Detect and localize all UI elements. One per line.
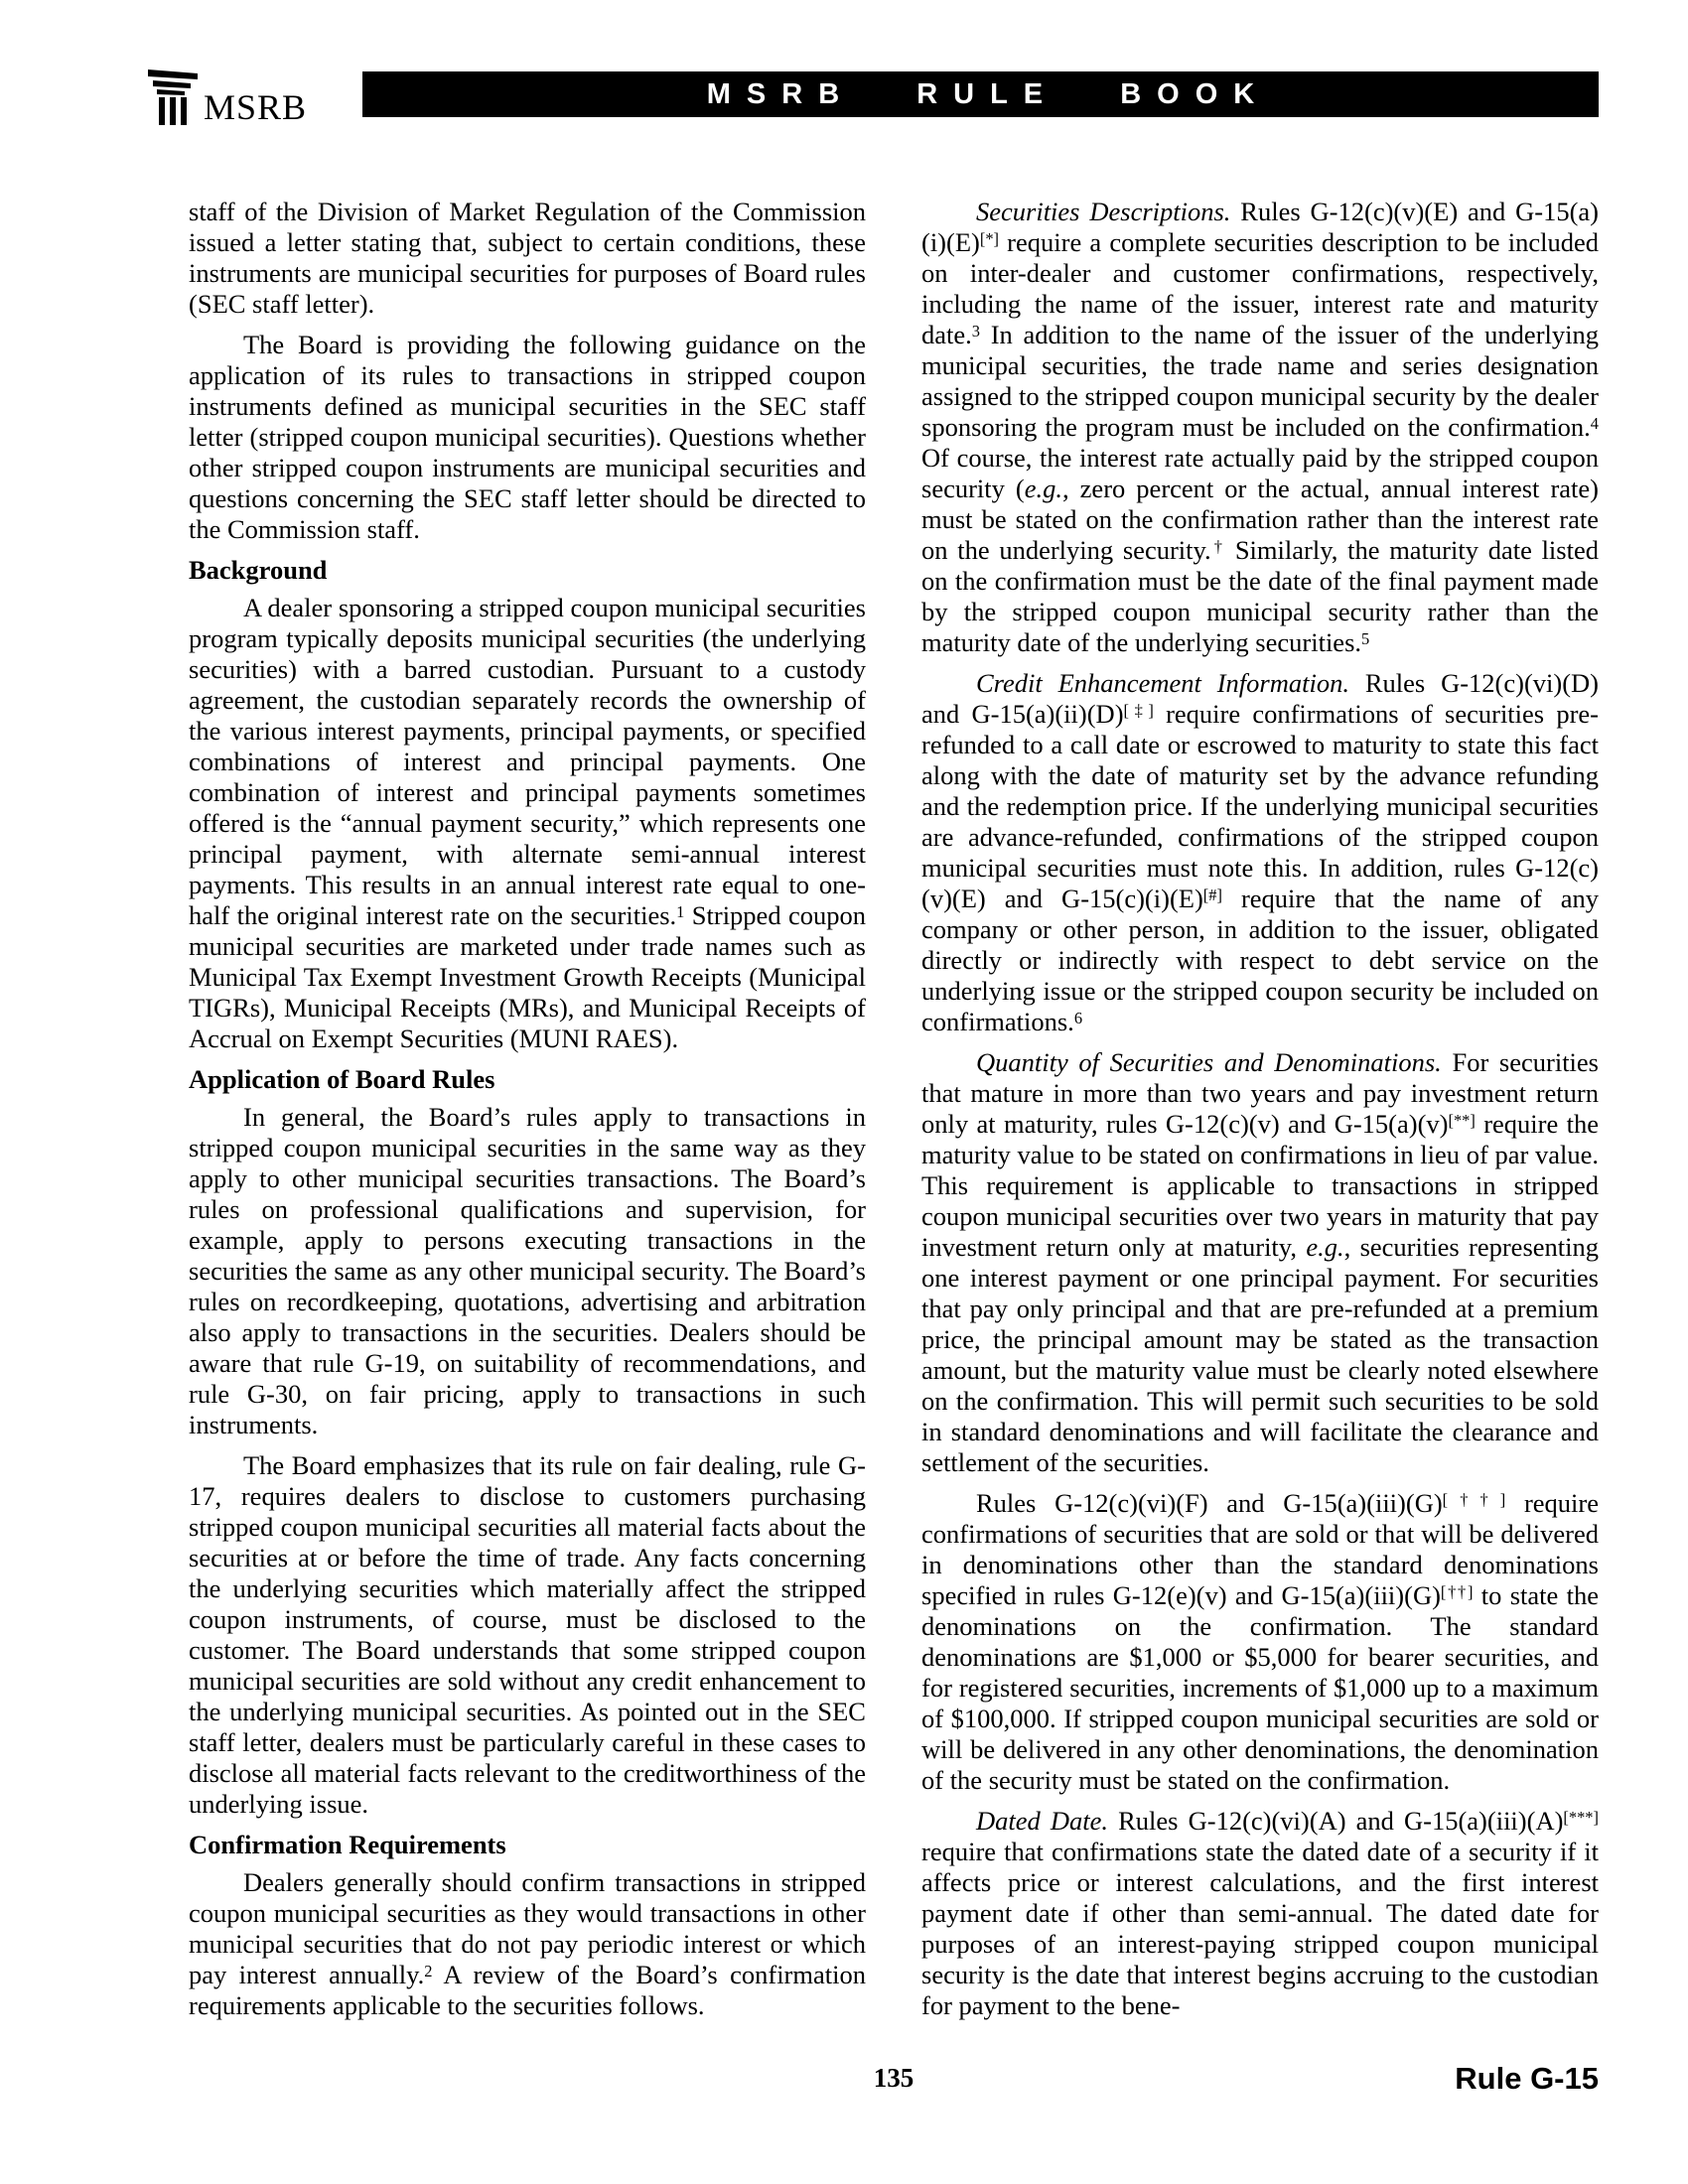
text-run: Dated Date. bbox=[976, 1806, 1109, 1836]
text-run: staff of the Division of Market Regulation of the Commission issued a letter stating that, subject to certain conditions, these instruments are municipal securities for purposes of Board rules (SEC staff letter). bbox=[189, 197, 866, 319]
footnote-reference: † bbox=[1210, 536, 1226, 556]
page-footer bbox=[189, 2063, 1599, 2103]
text-run: e.g. bbox=[1306, 1232, 1344, 1262]
page-number: 135 bbox=[873, 2063, 914, 2093]
paragraph bbox=[921, 1047, 1599, 1478]
paragraph bbox=[189, 1867, 866, 2021]
footnote-reference: [††] bbox=[1440, 1581, 1474, 1601]
text-run: e.g. bbox=[1024, 474, 1063, 503]
text-run: Credit Enhancement Information. bbox=[976, 668, 1349, 698]
text-run: require that confirmations state the dated date of a security if it affects price or interest calculations, and the first interest payment date if other than semi-annual. The dated date for purposes of an interest-paying stripped coupon municipal security is the date that interest begins accruing to the custodian for payment to the bene- bbox=[921, 1837, 1599, 2020]
text-run: require the maturity value to be stated on confirmations in lieu of par value. This requirement is applicable to transactions in stripped coupon municipal securities over two years in maturity that pay investment return only at maturity, bbox=[921, 1109, 1599, 1262]
footnote-reference: 6 bbox=[1073, 1008, 1083, 1027]
text-run: Stripped coupon municipal securities are marketed under trade names such as Municipal Tax Exempt Investment Growth Receipts (Municipal TIGRs), Municipal Receipts (MRs), and Municipal Receipts of Accrual on Exempt Securities (MUNI RAES). bbox=[189, 900, 866, 1053]
paragraph bbox=[921, 1806, 1599, 2021]
left-column bbox=[189, 197, 866, 2031]
paragraph bbox=[189, 1102, 866, 1440]
text-run: A review of the Board’s confirmation requirements applicable to the securities follows. bbox=[189, 1960, 866, 2020]
section-heading: Application of Board Rules bbox=[189, 1064, 495, 1094]
text-run: require confirmations of securities pre-refunded to a call date or escrowed to maturity to state this fact along with the date of maturity set by the advance refunding and the redemption price. If the underlying municipal securities are advance-refunded, confirmations of the stripped coupon municipal securities must note this. In addition, rules G-12(c)(v)(E) and G-15(c)(i)(E) bbox=[921, 699, 1599, 913]
footnote-reference: [*] bbox=[979, 228, 1000, 248]
msrb-columns-icon bbox=[144, 68, 202, 125]
footnote-reference: 4 bbox=[1590, 413, 1599, 433]
footnote-reference: [‡] bbox=[1123, 700, 1154, 720]
paragraph bbox=[921, 197, 1599, 658]
text-run: In general, the Board’s rules apply to transactions in stripped coupon municipal securities in the same way as they apply to other municipal securities transactions. The Board’s rules on professional qualifications and supervision, for example, apply to persons executing transactions in the securities the same as any other municipal security. The Board’s rules on recordkeeping, quotations, advertising and arbitration also apply to transactions in the securities. Dealers should be aware that rule G-19, on suitability of recommendations, and rule G-30, on fair pricing, apply to transactions in such instruments. bbox=[189, 1102, 866, 1439]
text-run: Similarly, the maturity date listed on the confirmation must be the date of the final payment made by the stripped coupon municipal security rather than the maturity date of the underlying securities. bbox=[921, 535, 1599, 657]
two-column-body bbox=[189, 197, 1599, 2031]
text-run: Rules G-12(c)(vi)(A) and G-15(a)(iii)(A) bbox=[1108, 1806, 1564, 1836]
right-column bbox=[921, 197, 1599, 2031]
text-run: The Board emphasizes that its rule on fair dealing, rule G-17, requires dealers to disclose to customers purchasing stripped coupon municipal securities all material facts about the securities at or before the time of trade. Any facts concerning the underlying securities which materially affect the stripped coupon instruments, of course, must be disclosed to the customer. The Board understands that some stripped coupon municipal securities are sold without any credit enhancement to the underlying municipal securities. As pointed out in the SEC staff letter, dealers must be particularly careful in these cases to disclose all material facts relevant to the creditworthiness of the underlying issue. bbox=[189, 1450, 866, 1819]
footnote-reference: [***] bbox=[1563, 1807, 1599, 1827]
text-run: Of course, the interest rate actually paid by the stripped coupon security ( bbox=[921, 443, 1599, 503]
banner-title: MSRB RULE BOOK bbox=[706, 77, 1271, 110]
logo-wordmark: MSRB bbox=[204, 87, 308, 127]
paragraph bbox=[189, 593, 866, 1054]
msrb-logo bbox=[144, 68, 307, 125]
text-run: Quantity of Securities and Denominations. bbox=[976, 1047, 1442, 1077]
paragraph bbox=[921, 1488, 1599, 1796]
header-banner bbox=[362, 71, 1599, 117]
section-heading: Background bbox=[189, 555, 328, 585]
text-run: Rules G-12(c)(v)(E) and G-15(a)(i)(E) bbox=[921, 197, 1600, 257]
text-run: Rules G-12(c)(vi)(D) and G-15(a)(ii)(D) bbox=[921, 668, 1599, 729]
text-run: require a complete securities description to be included on inter-dealer and customer confirmations, respectively, including the name of the issuer, interest rate and maturity date. bbox=[921, 227, 1599, 349]
footnote-reference: [**] bbox=[1448, 1110, 1476, 1130]
paragraph bbox=[189, 330, 866, 545]
footnote-reference: 2 bbox=[424, 1961, 433, 1980]
text-run: to state the denominations on the confirmation. The standard denominations are $1,000 or $5,000 for bearer securities, and for registered securities, increments of $1,000 up to a maximum of $100,000. If stripped coupon municipal securities are sold or will be delivered in any other denominations, the denomination of the security must be stated on the confirmation. bbox=[921, 1580, 1599, 1795]
footnote-reference: 1 bbox=[676, 901, 685, 921]
text-run: Rules G-12(c)(vi)(F) and G-15(a)(iii)(G) bbox=[976, 1488, 1443, 1518]
paragraph bbox=[189, 1450, 866, 1820]
footnote-reference: 3 bbox=[971, 321, 980, 341]
paragraph bbox=[189, 197, 866, 320]
footnote-reference: 5 bbox=[1361, 628, 1370, 648]
text-run: A dealer sponsoring a stripped coupon municipal securities program typically deposits municipal securities (the underlying securities) with a barred custodian. Pursuant to a custody agreement, the custodian separately records the ownership of the various interest payments, principal payments, or specified combinations of interest and principal payments. One combination of interest and principal payments sometimes offered is the “annual payment security,” which represents one principal payment, with alternate semi-annual interest payments. This results in an annual interest rate equal to one-half the original interest rate on the securities. bbox=[189, 593, 866, 930]
paragraph bbox=[921, 668, 1599, 1037]
text-run: Securities Descriptions. bbox=[976, 197, 1231, 226]
footnote-reference: [††] bbox=[1442, 1489, 1506, 1509]
section-heading: Confirmation Requirements bbox=[189, 1830, 506, 1859]
text-run: require that the name of any company or other person, in addition to the issuer, obligated directly or indirectly with respect to debt service on the underlying issue or the stripped coupon security be included on confirmations. bbox=[921, 884, 1599, 1036]
text-run: For securities that mature in more than two years and pay investment return only at maturity, rules G-12(c)(v) and G-15(a)(v) bbox=[921, 1047, 1599, 1139]
text-run: , zero percent or the actual, annual interest rate) must be stated on the confirmation rather than the interest rate on the underlying security. bbox=[921, 474, 1599, 565]
text-run: Dealers generally should confirm transactions in stripped coupon municipal securities as they would transactions in other municipal securities that do not pay periodic interest or which pay interest annually. bbox=[189, 1867, 866, 1989]
text-run: , securities representing one interest payment or one principal payment. For securities that pay only principal and that are pre-refunded at a premium price, the principal amount may be stated as the transaction amount, but the maturity value must be clearly noted elsewhere on the confirmation. This will permit such securities to be sold in standard denominations and will facilitate the clearance and settlement of the securities. bbox=[921, 1232, 1599, 1477]
text-run: require confirmations of securities that are sold or that will be delivered in denominations other than the standard denominations specified in rules G-12(e)(v) and G-15(a)(iii)(G) bbox=[921, 1488, 1599, 1610]
rule-label: Rule G-15 bbox=[1455, 2061, 1599, 2096]
text-run: In addition to the name of the issuer of the underlying municipal securities, the trade name and series designation assigned to the stripped coupon municipal security by the dealer sponsoring the program must be included on the confirmation. bbox=[921, 320, 1599, 442]
footnote-reference: [#] bbox=[1202, 885, 1222, 904]
text-run: The Board is providing the following guidance on the application of its rules to transactions in stripped coupon instruments defined as municipal securities in the SEC staff letter (stripped coupon municipal securities). Questions whether other stripped coupon instruments are municipal securities and questions concerning the SEC staff letter should be directed to the Commission staff. bbox=[189, 330, 866, 544]
page-header bbox=[144, 58, 1599, 127]
